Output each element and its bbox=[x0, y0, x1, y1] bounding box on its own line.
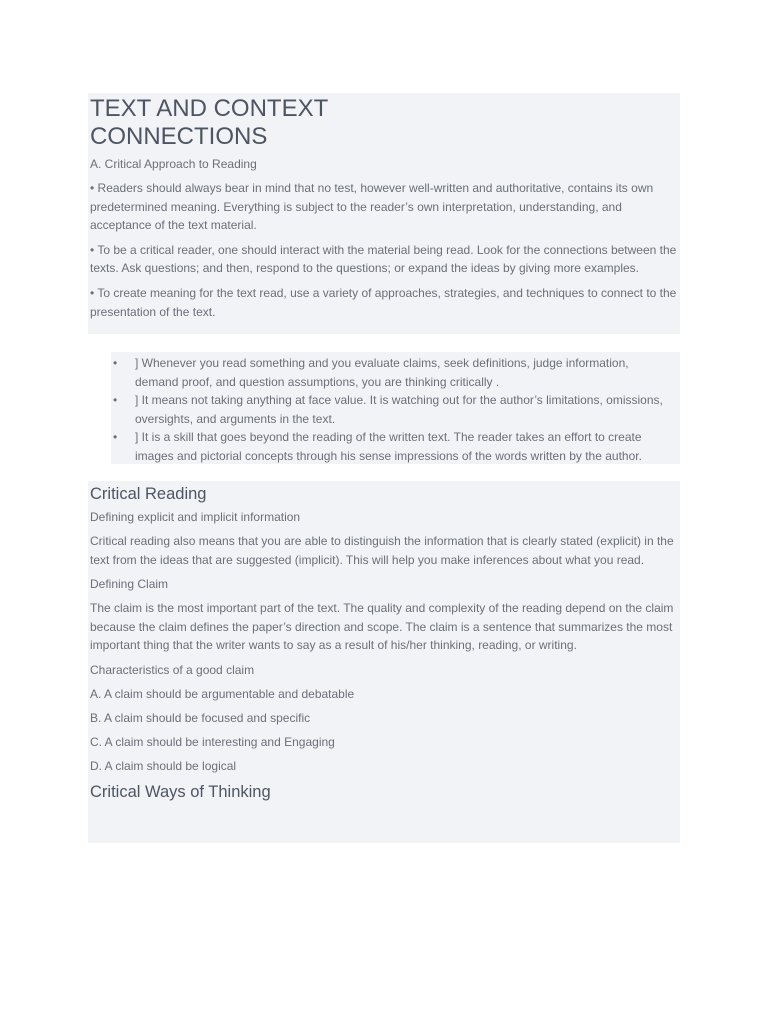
intro-subheading: A. Critical Approach to Reading bbox=[90, 157, 257, 171]
critical-reading-paragraph: Critical reading also means that you are able to distinguish the information that is clearly stated (explicit) in the text from the ideas that are suggested (implicit). This will help you make inferences about what you read. bbox=[90, 534, 674, 567]
list-item bbox=[111, 391, 666, 428]
claim-item-c: C. A claim should be interesting and Engaging bbox=[90, 734, 335, 749]
intro-paragraph-2: • To be a critical reader, one should interact with the material being read. Look for the connections between the texts. Ask questions; and then, respond to the questions; or expand the ideas by giving more examples. bbox=[90, 242, 677, 276]
bullet-text-1: ] Whenever you read something and you evaluate claims, seek definitions, judge information, demand proof, and question assumptions, you are thinking critically . bbox=[135, 356, 629, 389]
claim-item-a: A. A claim should be argumentable and debatable bbox=[90, 686, 355, 701]
bullet-section bbox=[111, 352, 680, 464]
document-title bbox=[90, 95, 678, 151]
intro-paragraph-3: • To create meaning for the text read, use a variety of approaches, strategies, and techniques to connect to the presentation of the text. bbox=[90, 285, 677, 319]
defining-claim-subheading: Defining Claim bbox=[90, 577, 169, 592]
bullet-marker: • bbox=[113, 356, 118, 370]
intro-section bbox=[88, 93, 680, 334]
title-line-2: CONNECTIONS bbox=[90, 123, 268, 150]
critical-ways-heading: Critical Ways of Thinking bbox=[90, 782, 271, 801]
list-item bbox=[111, 428, 666, 465]
intro-paragraph-1: • Readers should always bear in mind that no test, however well-written and authoritative, contains its own predetermined meaning. Everything is subject to the reader’s own interpretation, understanding, and acceptance of the text material. bbox=[90, 181, 654, 233]
claim-paragraph: The claim is the most important part of the text. The quality and complexity of the reading depend on the claim because the claim defines the paper’s direction and scope. The claim is a sentence that summarizes the most important thing that the writer wants to say as a result of his/her thinking, reading, or writing. bbox=[90, 601, 674, 653]
critical-reading-heading: Critical Reading bbox=[90, 485, 207, 503]
explicit-implicit-subheading: Defining explicit and implicit information bbox=[90, 510, 301, 524]
bullet-list bbox=[111, 352, 680, 465]
bullet-text-3: ] It is a skill that goes beyond the reading of the written text. The reader takes an effort to create images and pictorial concepts through his sense impressions of the words written by the author. bbox=[135, 430, 642, 463]
claim-item-b: B. A claim should be focused and specific bbox=[90, 710, 311, 725]
claim-item-d: D. A claim should be logical bbox=[90, 758, 237, 773]
bullet-marker: • bbox=[113, 393, 118, 407]
title-line-1: TEXT AND CONTEXT bbox=[90, 95, 329, 122]
critical-reading-section bbox=[88, 481, 680, 843]
bullet-text-2: ] It means not taking anything at face value. It is watching out for the author’s limitations, omissions, oversights, and arguments in the text. bbox=[135, 393, 663, 426]
list-item bbox=[111, 354, 666, 391]
bullet-marker: • bbox=[113, 430, 118, 444]
good-claim-subheading: Characteristics of a good claim bbox=[90, 662, 255, 677]
